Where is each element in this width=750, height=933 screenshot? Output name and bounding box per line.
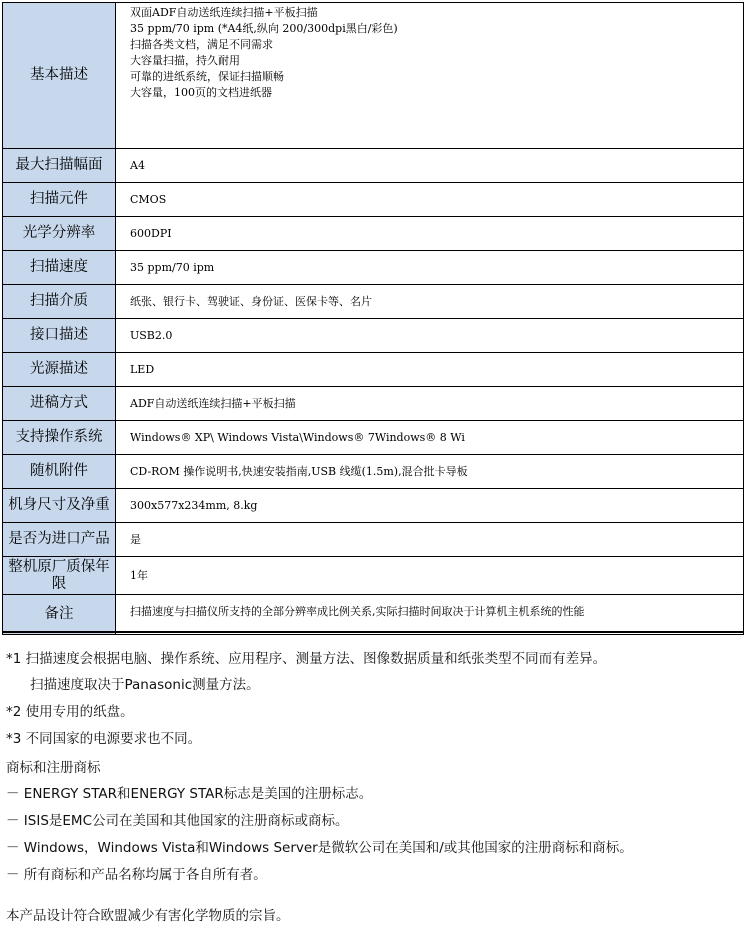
spec-row-scan-element <box>3 183 744 217</box>
spec-value: 1年 <box>116 557 744 595</box>
spec-label: 是否为进口产品 <box>3 523 116 557</box>
table-bottom-rule <box>2 631 744 633</box>
spec-label: 光源描述 <box>3 353 116 387</box>
spec-row-accessories <box>3 455 744 489</box>
spec-value: CD-ROM 操作说明书,快速安装指南,USB 线缆(1.5m),混合批卡导板 <box>116 455 744 489</box>
spec-label: 最大扫描幅面 <box>3 149 116 183</box>
spec-row-imported <box>3 523 744 557</box>
footnote-1-continued: 扫描速度取决于Panasonic测量方法。 <box>30 677 260 693</box>
trademark-item: － Windows，Windows Vista和Windows Server是微软公司在美国和/或其他国家的注册商标和商标。 <box>6 840 633 856</box>
spec-label: 光学分辨率 <box>3 217 116 251</box>
eu-compliance-statement: 本产品设计符合欧盟减少有害化学物质的宗旨。 <box>6 908 290 924</box>
spec-value: 35 ppm/70 ipm <box>116 251 744 285</box>
spec-label: 进稿方式 <box>3 387 116 421</box>
trademark-heading: 商标和注册商标 <box>6 760 101 776</box>
spec-row-feed-method <box>3 387 744 421</box>
footnote-1: *1 扫描速度会根据电脑、操作系统、应用程序、测量方法、图像数据质量和纸张类型不同而有差异。 <box>6 651 607 667</box>
spec-row-remarks <box>3 595 744 635</box>
description-line: 可靠的进纸系统，保证扫描顺畅 <box>130 70 284 83</box>
spec-value: 600DPI <box>116 217 744 251</box>
spec-table <box>2 2 744 635</box>
spec-row-dimensions-weight <box>3 489 744 523</box>
spec-value: Windows® XP\ Windows Vista\Windows® 7Windows® 8 Wi <box>116 421 744 455</box>
spec-label: 基本描述 <box>3 3 116 149</box>
spec-value: CMOS <box>116 183 744 217</box>
spec-row-optical-resolution <box>3 217 744 251</box>
description-line: 双面ADF自动送纸连续扫描+平板扫描 <box>130 6 318 19</box>
spec-row-interface <box>3 319 744 353</box>
spec-label: 扫描元件 <box>3 183 116 217</box>
footnote-2: *2 使用专用的纸盘。 <box>6 704 134 720</box>
spec-row-supported-os <box>3 421 744 455</box>
spec-row-scan-media <box>3 285 744 319</box>
spec-value: ADF自动送纸连续扫描+平板扫描 <box>116 387 744 421</box>
trademark-item: － ENERGY STAR和ENERGY STAR标志是美国的注册标志。 <box>6 786 373 802</box>
trademark-item: － ISIS是EMC公司在美国和其他国家的注册商标或商标。 <box>6 813 349 829</box>
footnote-3: *3 不同国家的电源要求也不同。 <box>6 731 202 747</box>
spec-row-scan-speed <box>3 251 744 285</box>
trademark-item: － 所有商标和产品名称均属于各自所有者。 <box>6 867 267 883</box>
spec-label: 扫描介质 <box>3 285 116 319</box>
spec-row-warranty <box>3 557 744 595</box>
spec-value: A4 <box>116 149 744 183</box>
spec-value: 纸张、银行卡、驾驶证、身份证、医保卡等、名片 <box>116 285 744 319</box>
spec-label: 备注 <box>3 595 116 635</box>
spec-row-basic-description <box>3 3 744 149</box>
spec-label: 随机附件 <box>3 455 116 489</box>
description-line: 大容量，100页的文档进纸器 <box>130 86 272 99</box>
description-line: 35 ppm/70 ipm (*A4纸,纵向 200/300dpi黑白/彩色) <box>130 22 398 35</box>
spec-label: 整机原厂质保年限 <box>3 557 116 595</box>
spec-value <box>116 3 744 149</box>
description-line: 大容量扫描，持久耐用 <box>130 54 240 67</box>
spec-value: LED <box>116 353 744 387</box>
spec-label: 机身尺寸及净重 <box>3 489 116 523</box>
spec-label: 扫描速度 <box>3 251 116 285</box>
spec-label: 接口描述 <box>3 319 116 353</box>
spec-value: USB2.0 <box>116 319 744 353</box>
spec-row-max-scan-size <box>3 149 744 183</box>
spec-row-light-source <box>3 353 744 387</box>
spec-label: 支持操作系统 <box>3 421 116 455</box>
spec-value: 是 <box>116 523 744 557</box>
spec-value: 300x577x234mm, 8.kg <box>116 489 744 523</box>
description-line: 扫描各类文档，满足不同需求 <box>130 38 273 51</box>
spec-value: 扫描速度与扫描仪所支持的全部分辨率成比例关系,实际扫描时间取决于计算机主机系统的性能 <box>116 595 744 635</box>
